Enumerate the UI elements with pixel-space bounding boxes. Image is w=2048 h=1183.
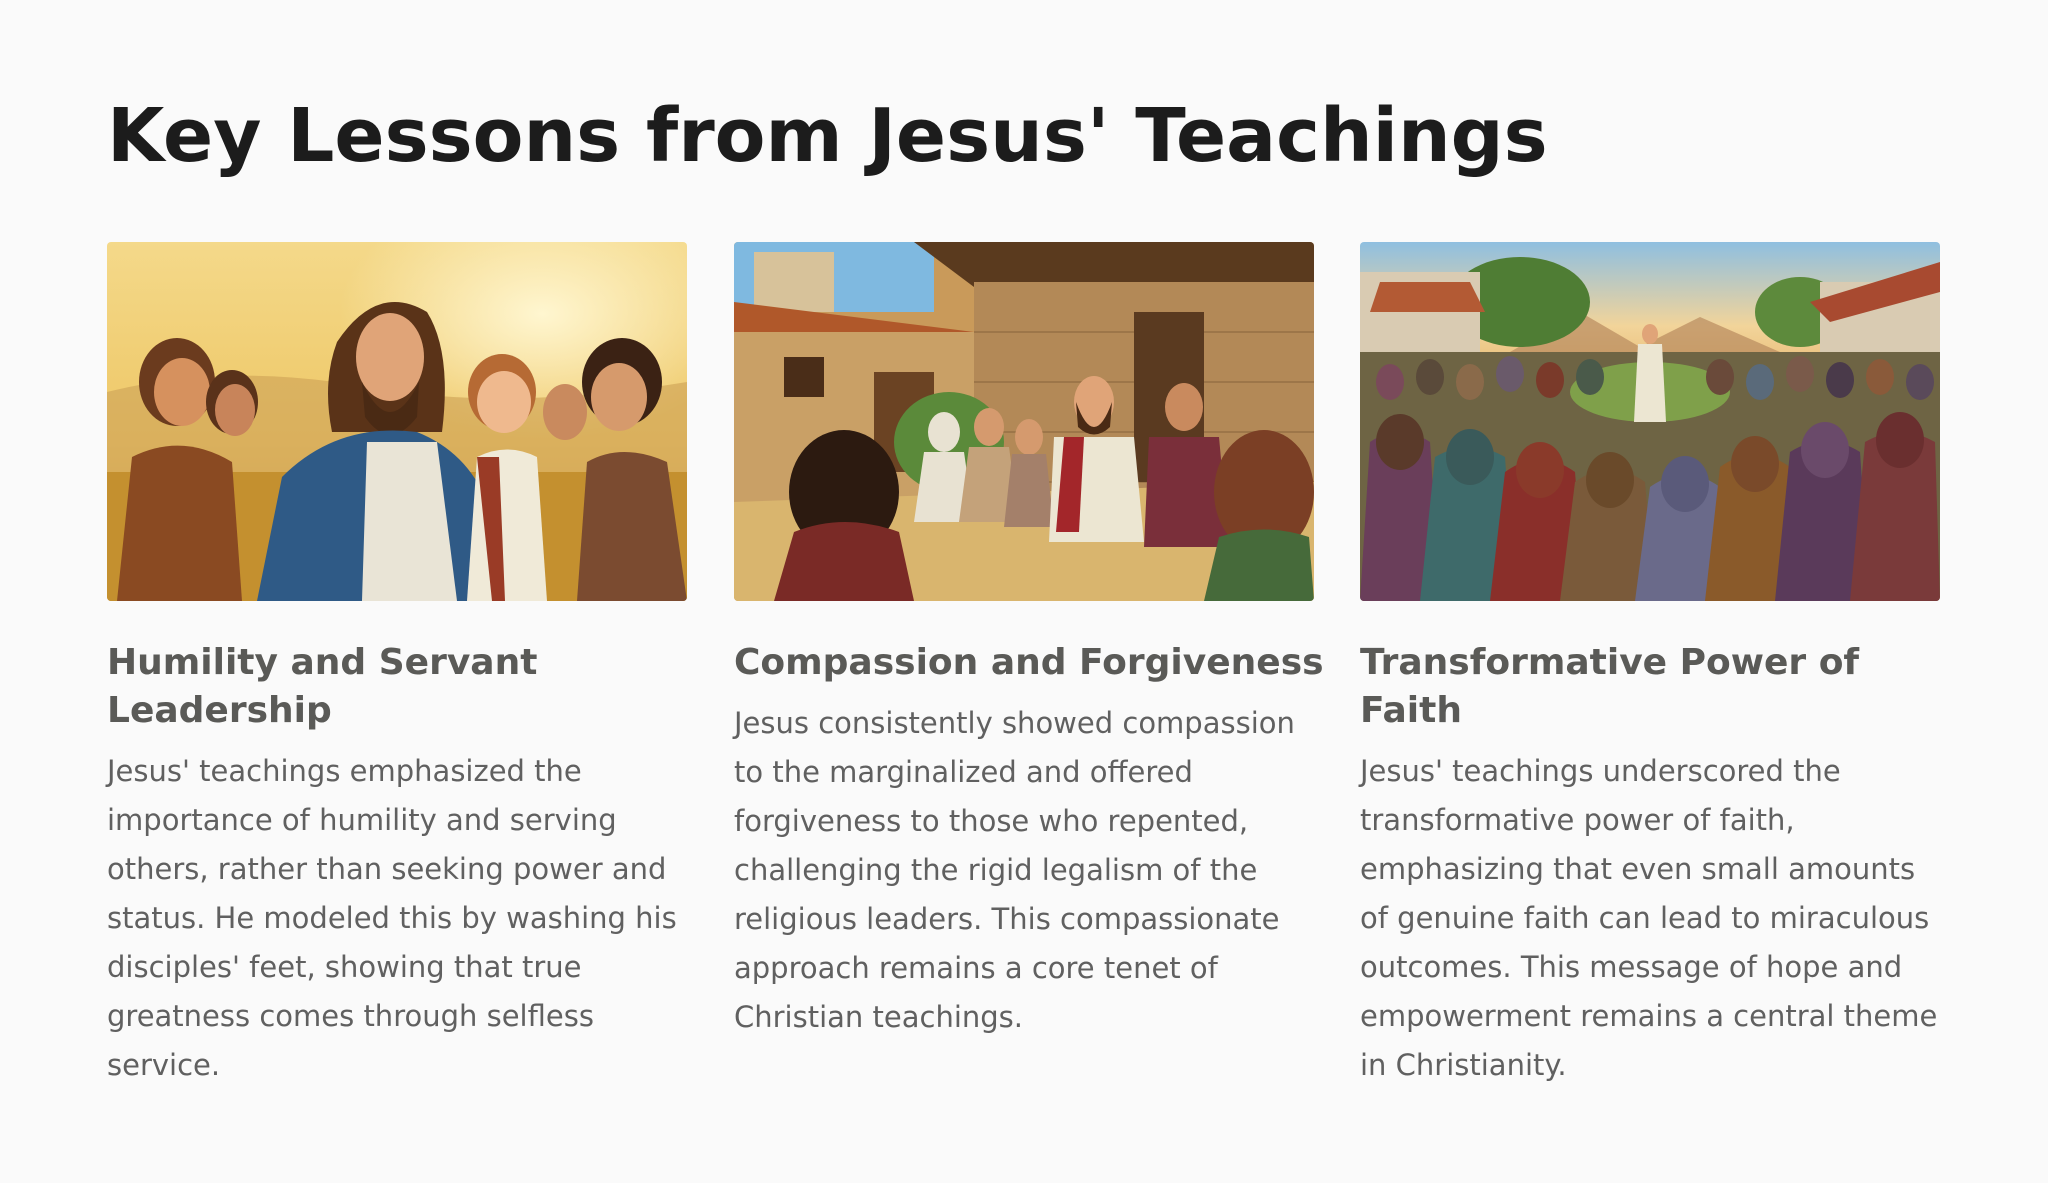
lesson-card-humility: [107, 242, 687, 1090]
card-text-humility: Jesus' teachings emphasized the importance of humility and serving others, rather than seeking power and status. He modeled this by washing his disciples' feet, showing that true greatness comes through selfless service.: [107, 754, 677, 1082]
card-text-faith: Jesus' teachings underscored the transformative power of faith, emphasizing that even small amounts of genuine faith can lead to miraculous outcomes. This message of hope and empowerment remains a central theme in Christianity.: [1360, 754, 1938, 1082]
illustration-courtyard-gathering: [734, 242, 1314, 601]
lesson-card-compassion: [734, 242, 1324, 1042]
illustration-teaching-in-field: [107, 242, 687, 601]
card-image-faith: [1360, 242, 1940, 601]
card-title-humility: Humility and Servant Leadership: [107, 642, 538, 731]
card-title-faith: Transformative Power of Faith: [1360, 642, 1860, 731]
card-image-humility: [107, 242, 687, 601]
card-title-compassion: Compassion and Forgiveness: [734, 642, 1324, 683]
card-text-compassion: Jesus consistently showed compassion to the marginalized and offered forgiveness to those who repented, challenging the rigid legalism of the religious leaders. This compassionate approach remains a core tenet of Christian teachings.: [734, 706, 1295, 1034]
illustration-crowd-in-village: [1360, 242, 1940, 601]
card-image-compassion: [734, 242, 1314, 601]
lesson-card-faith: [1360, 242, 1940, 1090]
page-title: Key Lessons from Jesus' Teachings: [107, 93, 1548, 179]
